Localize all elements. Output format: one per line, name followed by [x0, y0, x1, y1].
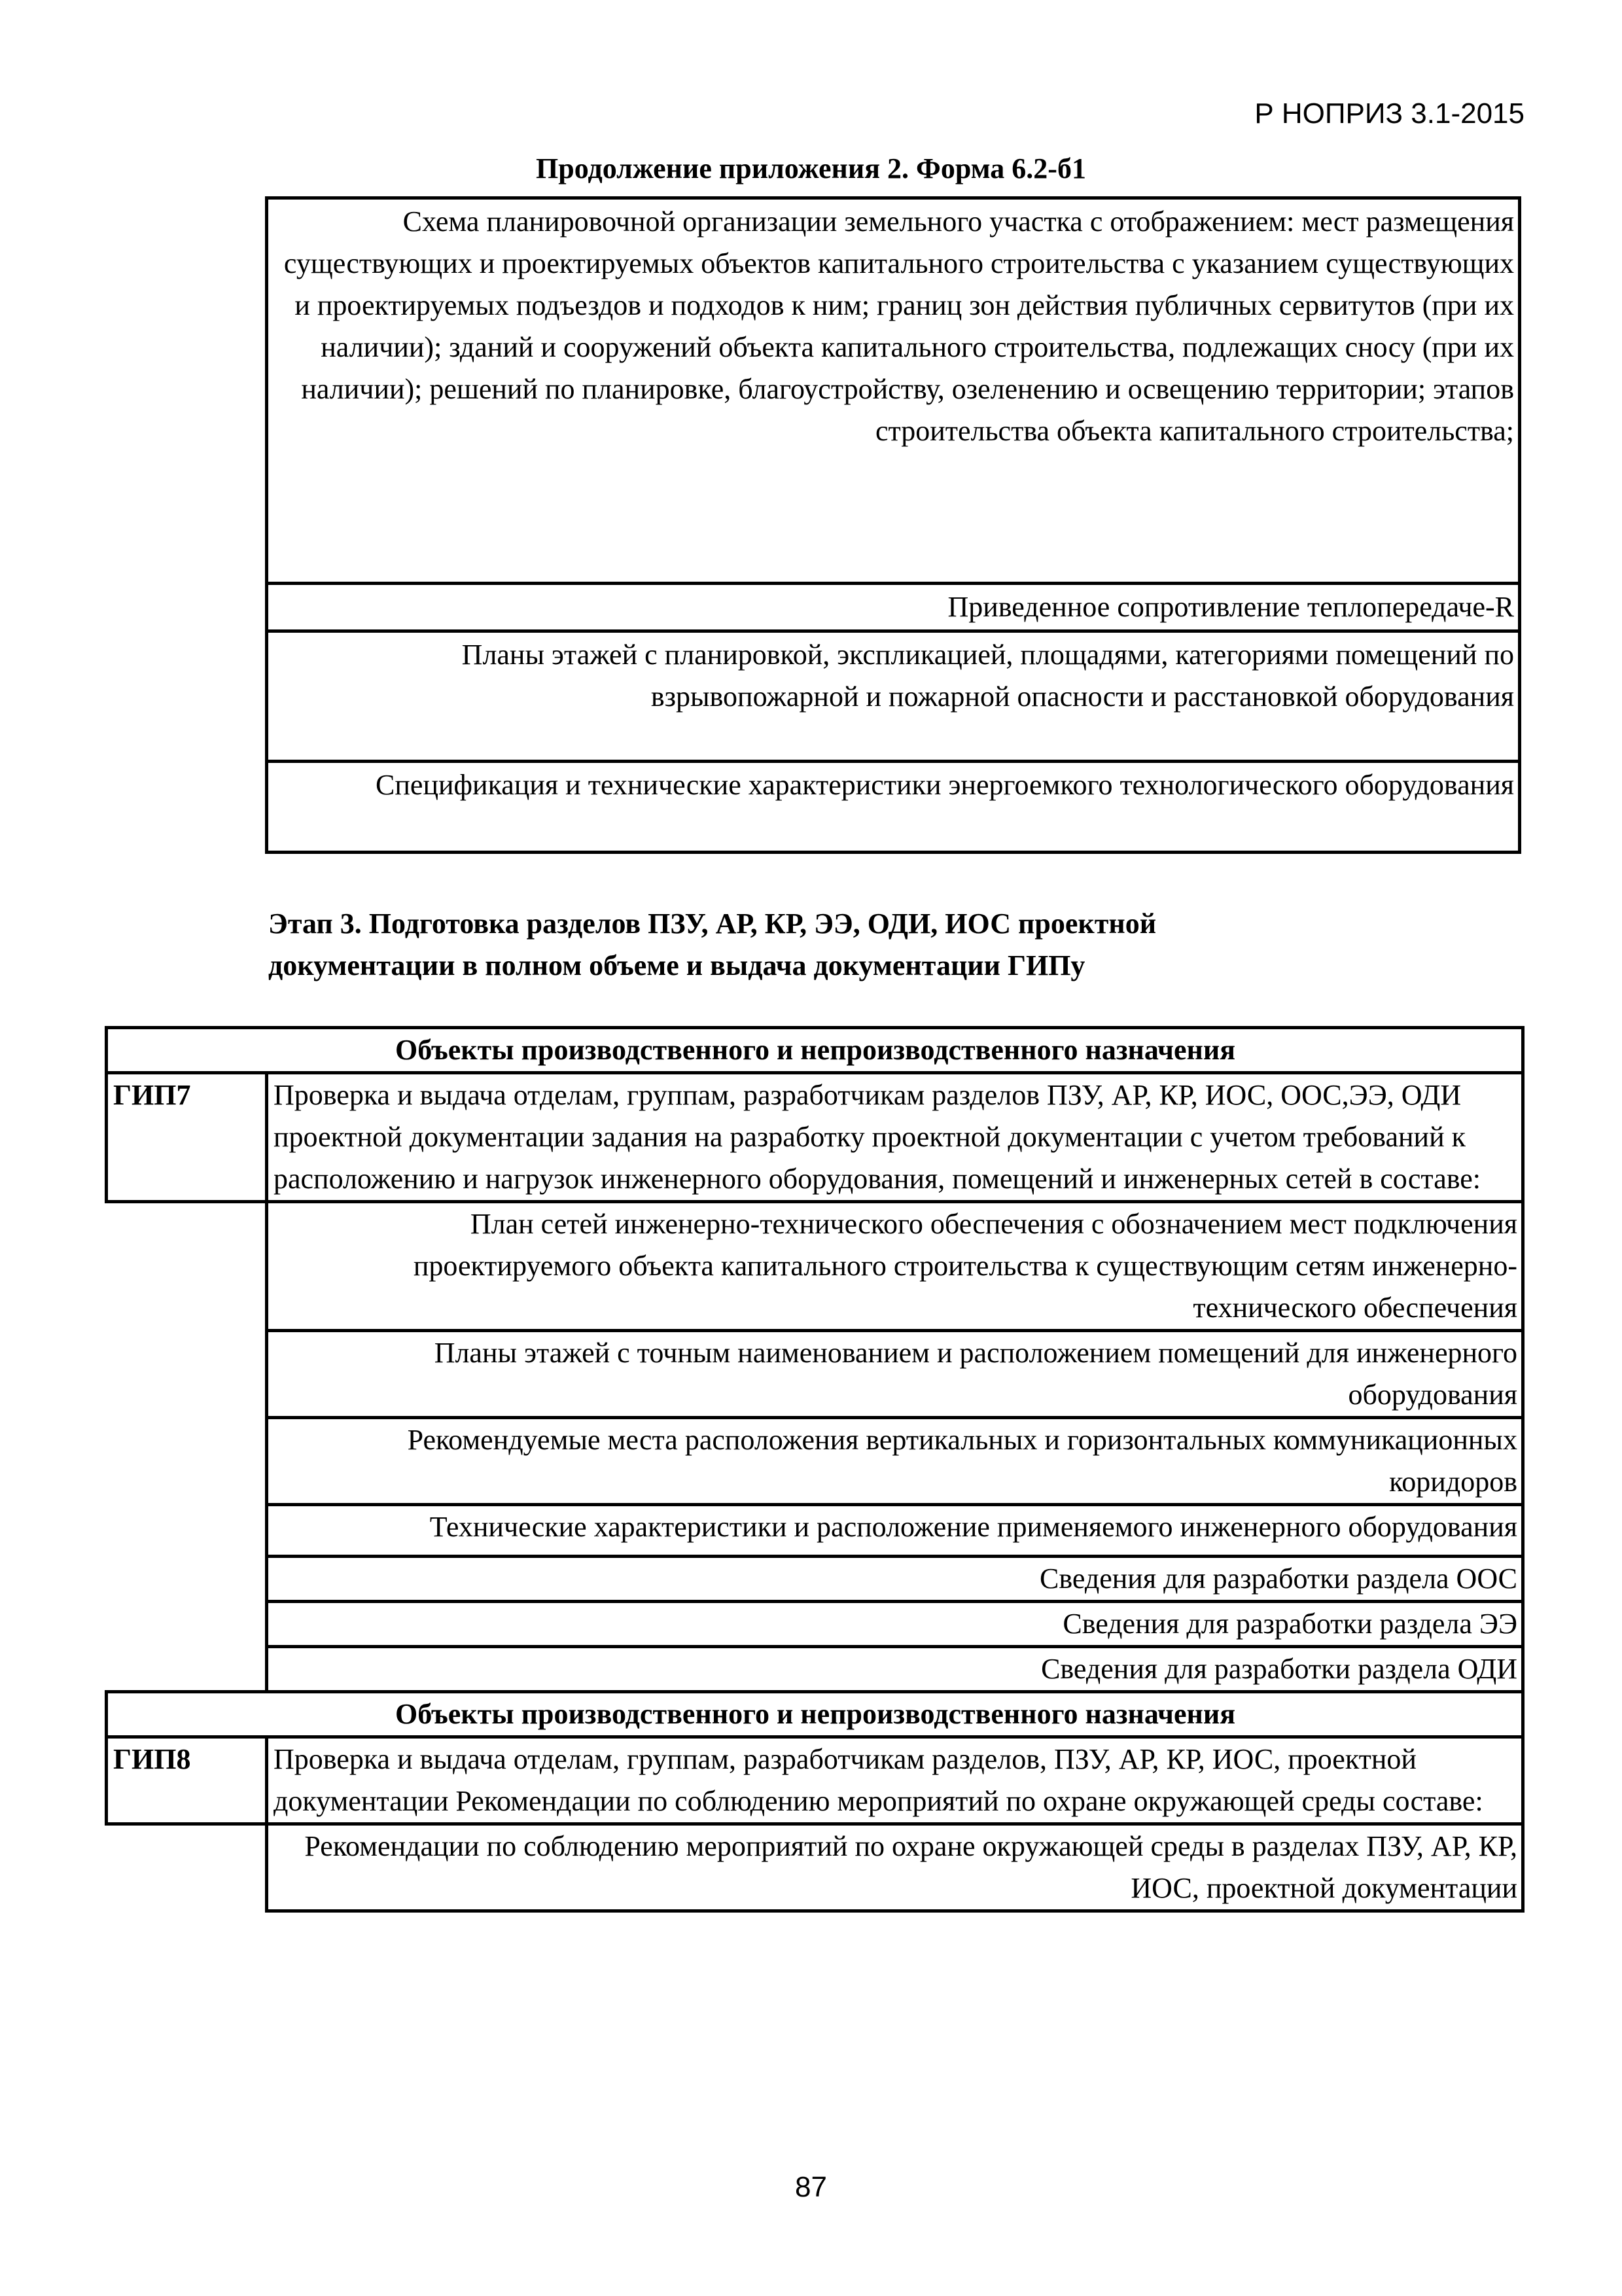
stage-title-line-2: документации в полном объеме и выдача документации ГИПу — [268, 949, 1085, 981]
table-row — [107, 1557, 1523, 1602]
table-row — [107, 1692, 1523, 1737]
table-row — [107, 1073, 1523, 1202]
document-code: Р НОПРИЗ 3.1-2015 — [1254, 97, 1525, 130]
gip8-section-header: Объекты производственного и непроизводственного назначения — [107, 1692, 1523, 1737]
gip8-item-environment: Рекомендации по соблюдению мероприятий по охране окружающей среды в разделах ПЗУ, АР, КР, ИОС, проектной документации — [267, 1824, 1523, 1911]
stage-title-line-1: Этап 3. Подготовка разделов ПЗУ, АР, КР, ЭЭ, ОДИ, ИОС проектной — [268, 908, 1157, 940]
gip7-item-oos: Сведения для разработки раздела ООС — [267, 1557, 1523, 1602]
floor-plans-cell — [267, 631, 1520, 762]
equipment-spec-cell — [267, 762, 1520, 853]
table-row — [107, 1602, 1523, 1647]
table-row — [107, 1028, 1523, 1073]
gip7-item-corridors: Рекомендуемые места расположения вертикальных и горизонтальных коммуникационных коридоров — [267, 1418, 1523, 1505]
page-number: 87 — [795, 2171, 827, 2203]
floor-plans-text: Планы этажей с планировкой, экспликацией, площадями, категориями помещений по взрывопожарной и пожарной опасности и расстановкой оборудования — [461, 639, 1514, 713]
appendix-caption: Продолжение приложения 2. Форма 6.2-б1 — [536, 152, 1086, 185]
gip8-code: ГИП8 — [107, 1737, 267, 1824]
stage-title — [268, 903, 1511, 987]
equipment-spec-text: Спецификация и технические характеристики энергоемкого технологического оборудования — [376, 769, 1514, 801]
gip7-item-engineering-networks: План сетей инженерно-технического обеспечения с обозначением мест подключения проектируемого объекта капитального строительства к существующим сетям инженерно-технического обеспечения — [267, 1202, 1523, 1331]
continuation-table — [265, 196, 1521, 854]
site-plan-cell — [267, 198, 1520, 584]
table-row — [107, 1202, 1523, 1331]
gip7-section-header: Объекты производственного и непроизводственного назначения — [107, 1028, 1523, 1073]
table-row — [107, 1737, 1523, 1824]
gip7-item-floor-plans: Планы этажей с точным наименованием и расположением помещений для инженерного оборудования — [267, 1331, 1523, 1418]
table-row — [107, 1418, 1523, 1505]
gip7-code: ГИП7 — [107, 1073, 267, 1202]
gip7-item-equipment — [267, 1505, 1523, 1557]
table-row — [107, 1505, 1523, 1557]
thermal-resistance-cell — [267, 584, 1520, 631]
gip7-item-equipment-text: Технические характеристики и расположение применяемого инженерного оборудования — [429, 1511, 1517, 1543]
table-row — [267, 762, 1520, 853]
thermal-resistance-text: Приведенное сопротивление теплопередаче-R — [947, 591, 1514, 623]
gip7-item-ee: Сведения для разработки раздела ЭЭ — [267, 1602, 1523, 1647]
table-row — [107, 1824, 1523, 1911]
table-row — [267, 198, 1520, 584]
table-row — [267, 584, 1520, 631]
gip7-item-odi: Сведения для разработки раздела ОДИ — [267, 1647, 1523, 1692]
stage-3-table — [105, 1026, 1525, 1913]
table-row — [107, 1647, 1523, 1692]
site-plan-text: Схема планировочной организации земельного участка с отображением: мест размещения существующих и проектируемых объектов капитального строительства с указанием существующих и проектируемых подъездов и подходов к ним; границ зон действия публичных сервитутов (при их наличии); зданий и сооружений объекта капитального строительства, подлежащих сносу (при их наличии); решений по планировке, благоустройству, озеленению и освещению территории; этапов строительства объекта капитального строительства; — [283, 205, 1514, 447]
gip8-description: Проверка и выдача отделам, группам, разработчикам разделов, ПЗУ, АР, КР, ИОС, проектной документации Рекомендации по соблюдению мероприятий по охране окружающей среды составе: — [267, 1737, 1523, 1824]
table-row — [267, 631, 1520, 762]
gip7-description: Проверка и выдача отделам, группам, разработчикам разделов ПЗУ, АР, КР, ИОС, ООС,ЭЭ, ОДИ проектной документации задания на разработку проектной документации с учетом требований к расположению и нагрузок инженерного оборудования, помещений и инженерных сетей в составе: — [267, 1073, 1523, 1202]
table-row — [107, 1331, 1523, 1418]
